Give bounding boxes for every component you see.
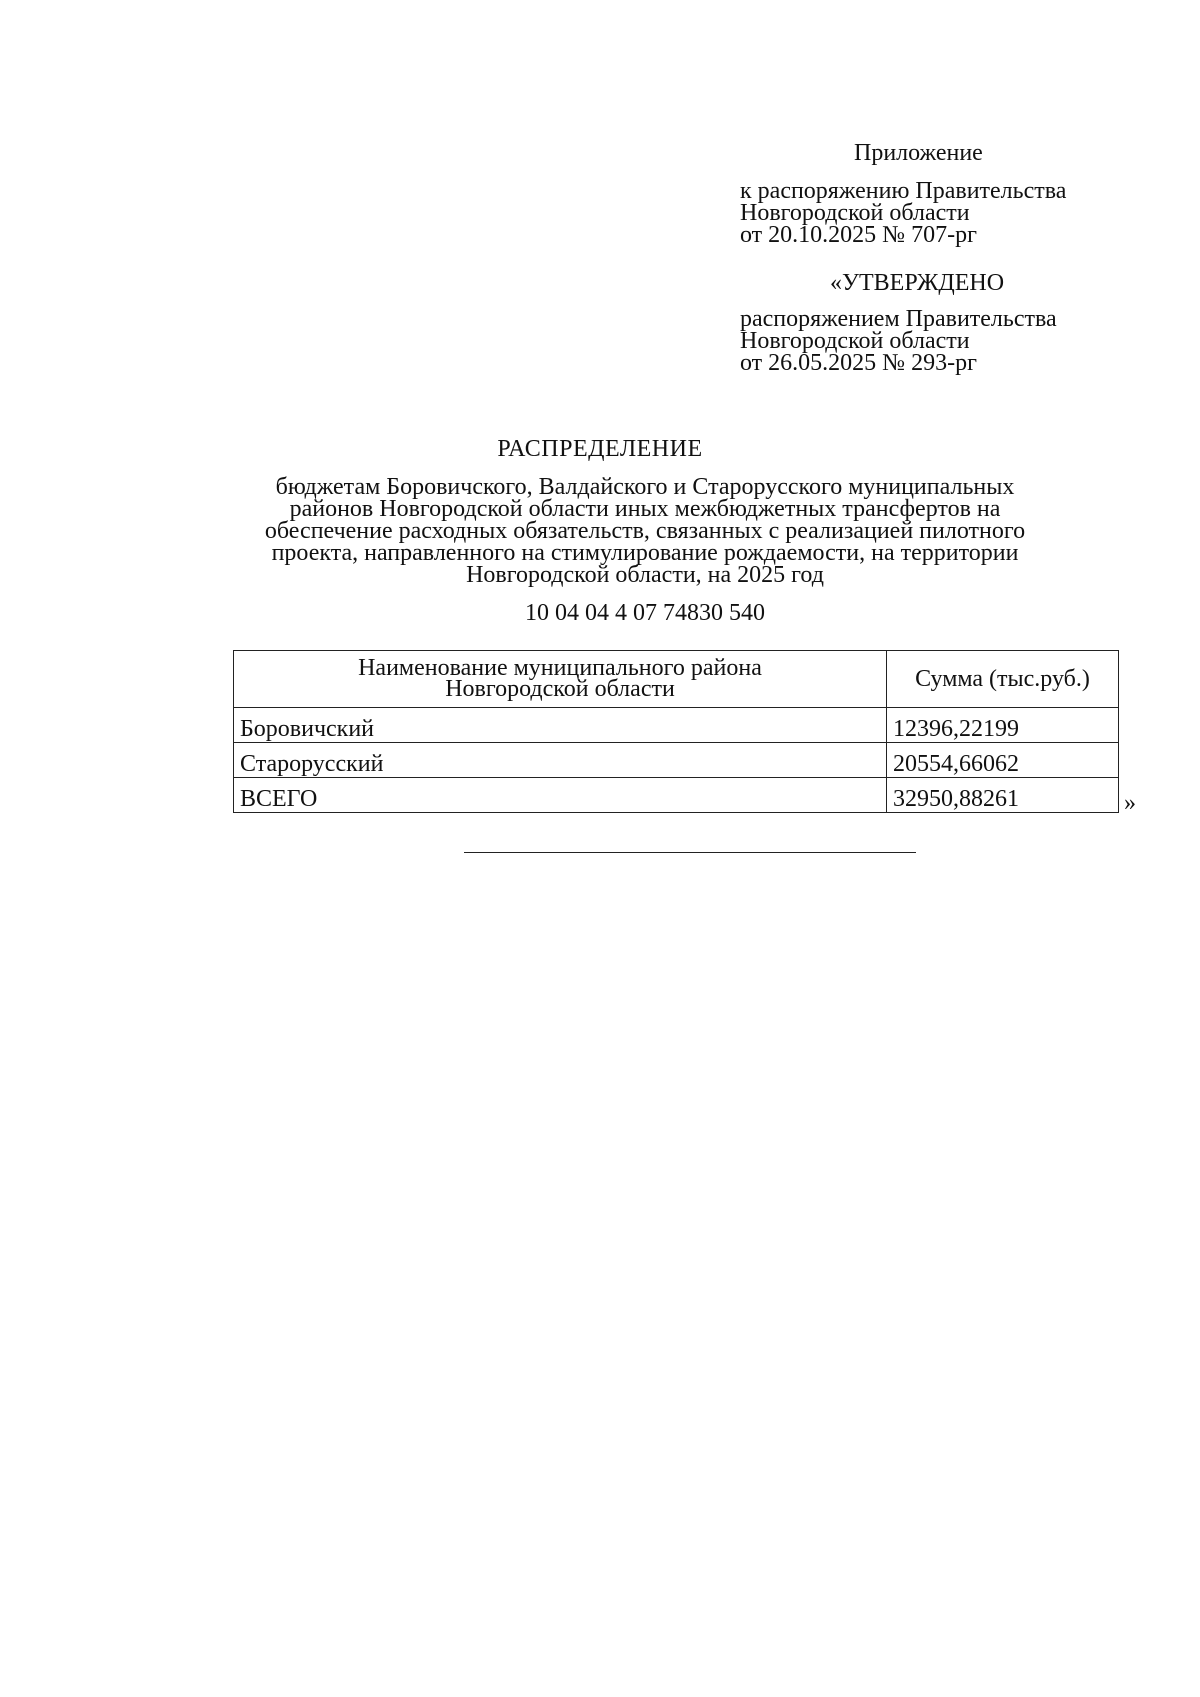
- subtitle-line-3: обеспечение расходных обязательств, связанных с реализацией пилотного: [264, 518, 1026, 544]
- approved-block: [740, 270, 1140, 374]
- subtitle-line-5: Новгородской области, на 2025 год: [466, 562, 824, 588]
- end-divider-line: [464, 852, 916, 853]
- row-district-name: Боровичский: [234, 708, 887, 743]
- subtitle-line-2: районов Новгородской области иных межбюджетных трансфертов на: [289, 496, 1001, 522]
- approved-title: «УТВЕРЖДЕНО: [830, 270, 1005, 296]
- appendix-line-2: Новгородской области: [740, 200, 970, 226]
- row-district-name: Старорусский: [234, 743, 887, 778]
- header-name-line-2: Новгородской области: [445, 676, 675, 702]
- document-title: РАСПРЕДЕЛЕНИЕ: [497, 436, 703, 462]
- approved-line-3: от 26.05.2025 № 293-рг: [740, 350, 977, 376]
- table-row: [234, 743, 1119, 778]
- table-row: [234, 708, 1119, 743]
- subtitle-line-1: бюджетам Боровичского, Валдайского и Старорусского муниципальных: [275, 474, 1015, 500]
- row-total-sum: 32950,88261: [887, 778, 1119, 813]
- closing-quote-mark: »: [1124, 790, 1136, 816]
- appendix-line-1: к распоряжению Правительства: [740, 178, 1067, 204]
- appendix-line-3: от 20.10.2025 № 707-рг: [740, 222, 977, 248]
- row-sum: 20554,66062: [887, 743, 1119, 778]
- header-name-line-1: Наименование муниципального района: [358, 655, 762, 681]
- approved-line-2: Новгородской области: [740, 328, 970, 354]
- appendix-title: Приложение: [854, 140, 983, 166]
- approved-line-1: распоряжением Правительства: [740, 306, 1057, 332]
- budget-classification-code: 10 04 04 4 07 74830 540: [525, 600, 765, 626]
- header-district-name: [234, 651, 887, 708]
- subtitle-line-4: проекта, направленного на стимулирование рождаемости, на территории: [271, 540, 1019, 566]
- row-total-label: ВСЕГО: [234, 778, 887, 813]
- table-header-row: [234, 651, 1119, 708]
- header-sum: Сумма (тыс.руб.): [887, 651, 1119, 708]
- document-subtitle: [200, 476, 1090, 586]
- appendix-block: [740, 140, 1140, 246]
- distribution-table: [233, 650, 1119, 813]
- table-row-total: [234, 778, 1119, 813]
- row-sum: 12396,22199: [887, 708, 1119, 743]
